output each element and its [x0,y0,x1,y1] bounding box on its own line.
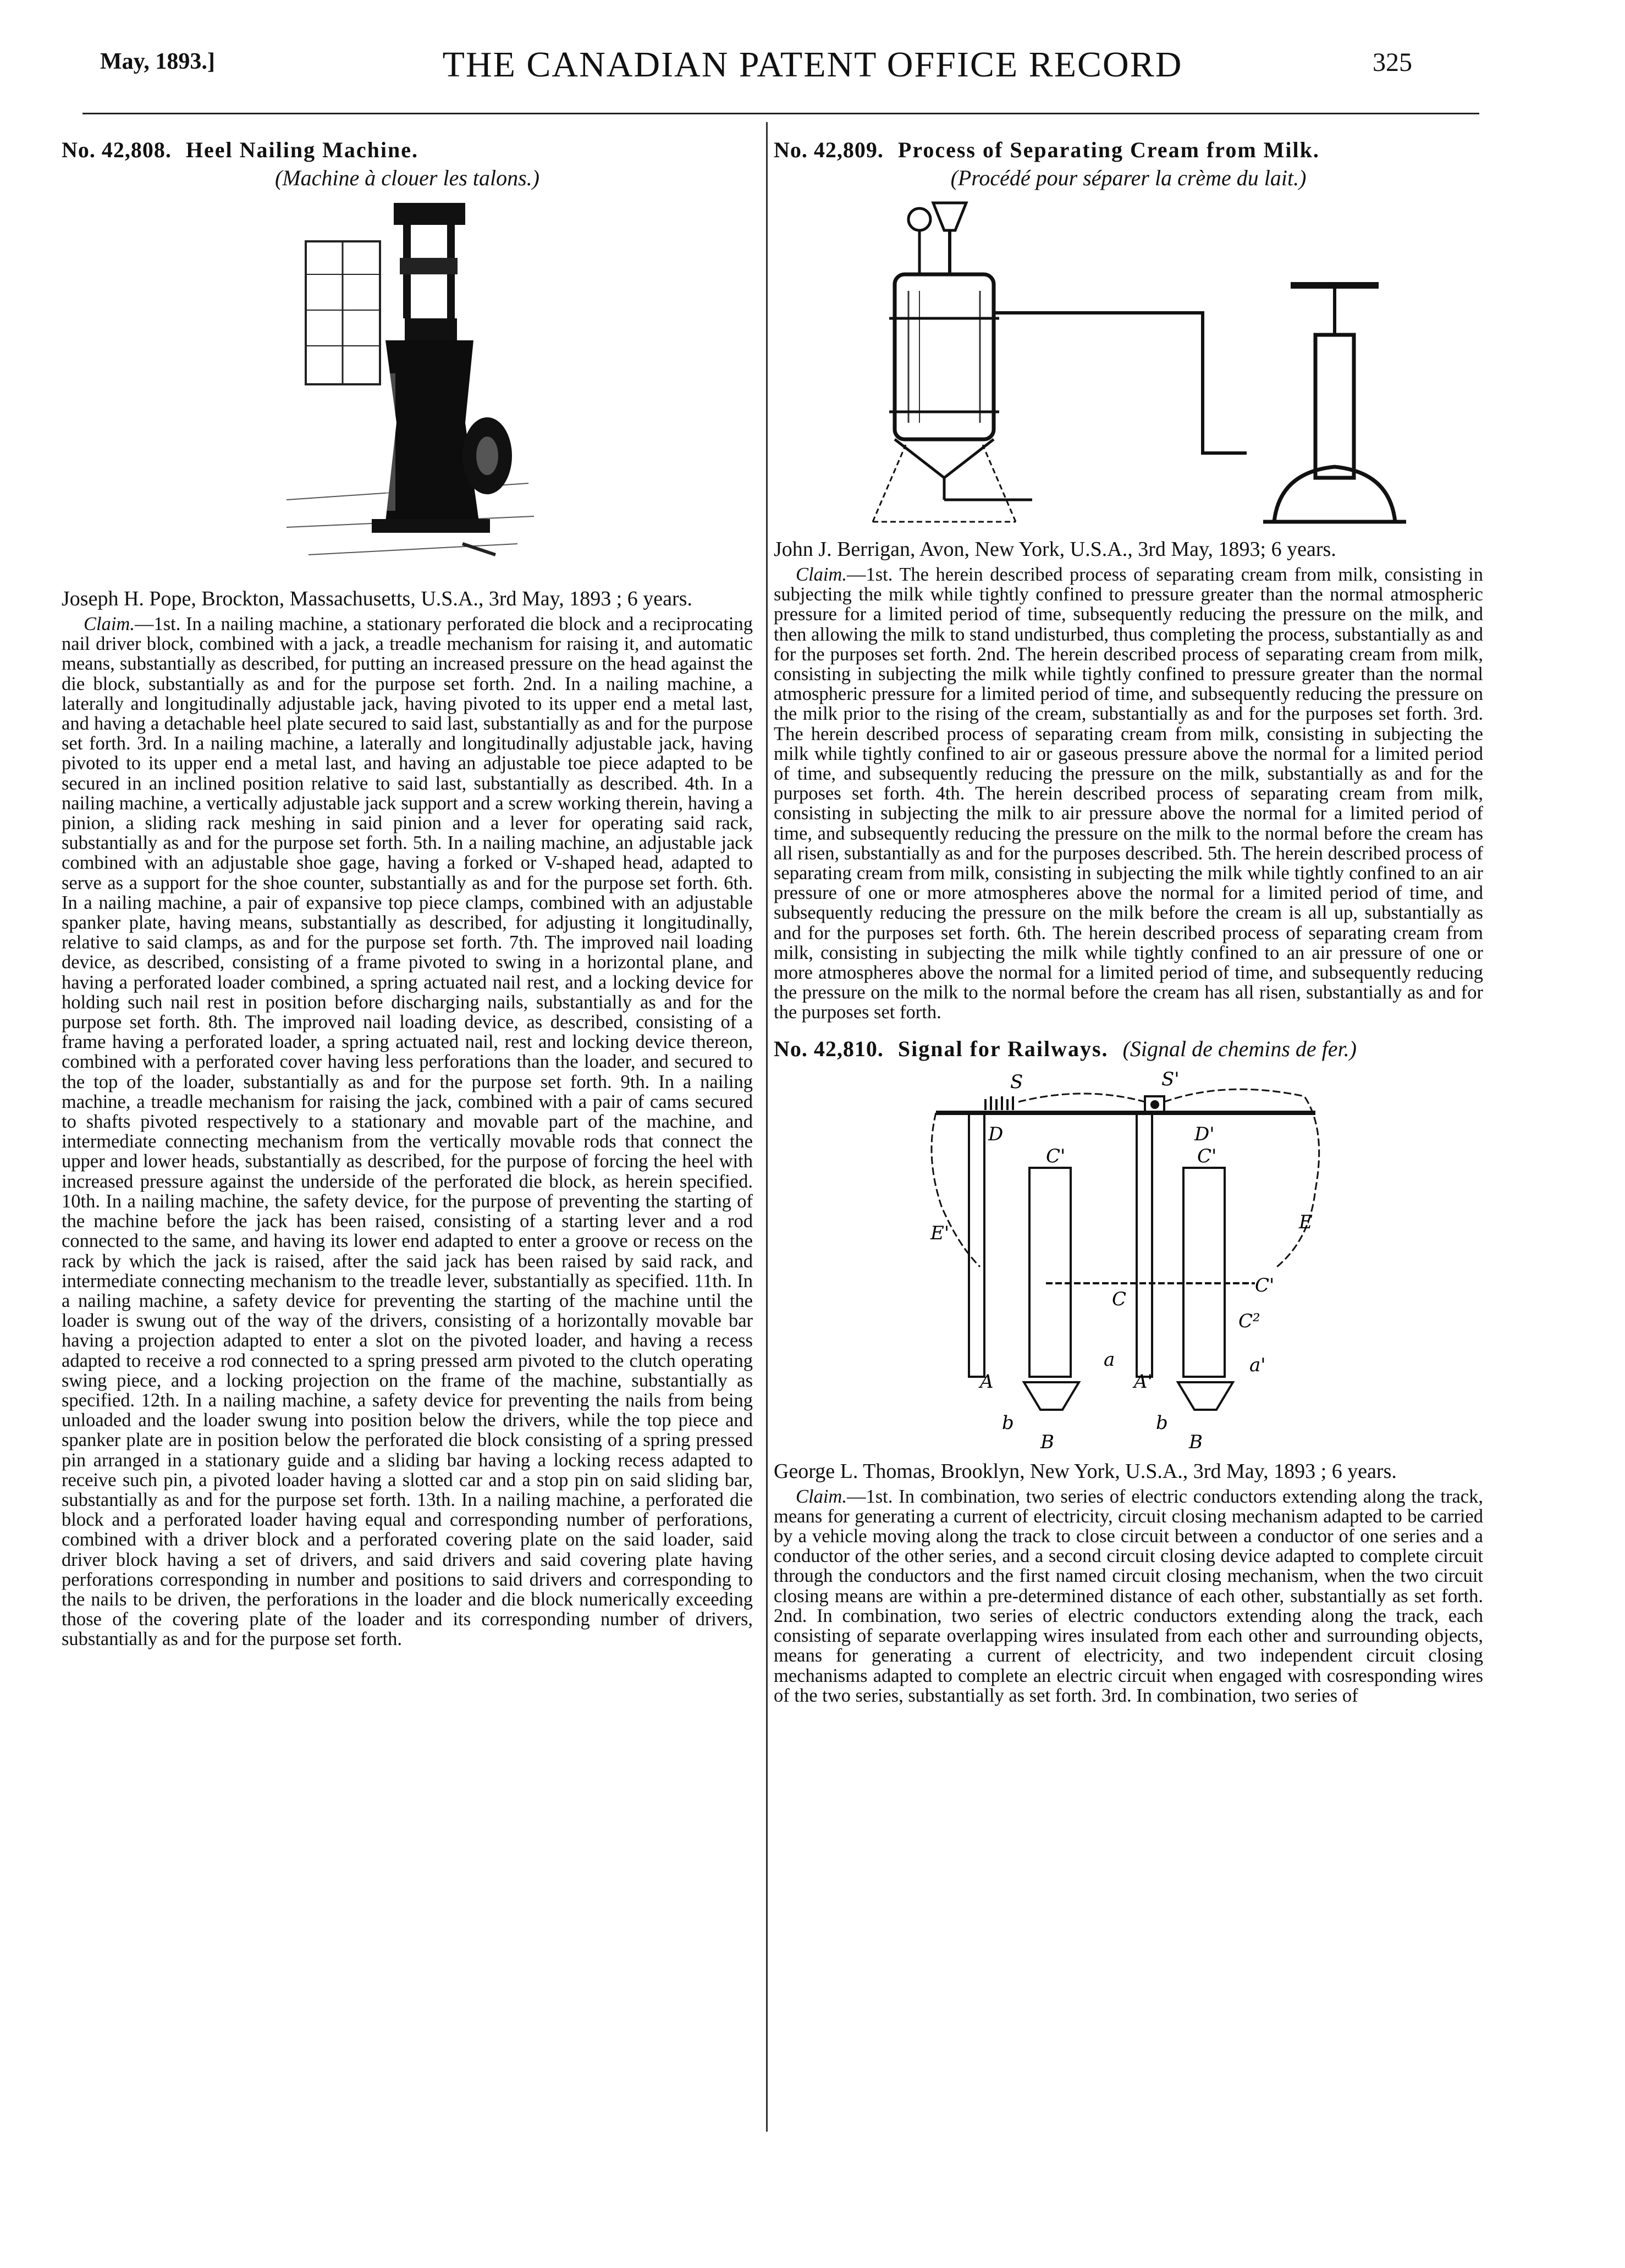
patent-french-title: (Procédé pour séparer la crème du lait.) [950,165,1307,190]
header-title: THE CANADIAN PATENT OFFICE RECORD [442,45,1183,85]
claim-body: —1st. In a nailing machine, a stationary perforated die block and a reciprocating nail driver block, combined with a jack, a treadle mechanism for raising it, and automatic means, substantially as described, for putting an increased pressure on the head against the die block, substantially as and for the purpose set forth. 2nd. In a nailing machine, a laterally and longitudinally adjustable jack, having pivoted to its upper end a metal last, and having a detachable heel plate secured to said last, substantially as and for the purpose set forth. 3rd. In a nailing machine, a laterally and longitudinally adjustable jack, having pivoted to its upper end a metal last, and having an adjustable toe piece adapted to be secured in an inclined position relative to said last, substantially as described. 4th. In a nailing machine, a vertically adjustable jack support and a screw working therein, having a pinion, a sliding rack meshing in said pinion and a lever for operating said rack, substantially as and for the purpose set forth. 5th. In a nailing machine, an adjustable jack combined with an adjustable shoe gage, having a forked or V-shaped head, adapted to serve as a support for the shoe counter, substantially as and for the purpose set forth. 6th. In a nailing machine, a pair of expansive top piece clamps, combined with an adjustable spanker plate, having means, substantially as described, for adjusting it longitudinally, relative to said clamps, as and for the purpose set forth. 7th. The improved nail loading device, as described, consisting of a frame pivoted to swing in a horizontal plane, and having a perforated loader combined, a spring actuated nail rest, and a locking device for holding such nail rest in position before discharging nails, substantially as and for the purpose set forth. 8th. The improved nail loading device, as described, consisting of a frame having a perforated loader, a spring actuated nail, rest and locking device thereon, combined with a perforated cover having less perforations than the loader, and secured to the top of the loader, substantially as and for the purpose set forth. 9th. In a nailing machine, a treadle mechanism for raising the jack, combined with a pair of cams secured to shafts pivoted respectively to a stationary and movable part of the machine, and intermediate connecting mechanism from the vertically movable rods that connect the upper and lower heads, substantially as described, for the purpose of forcing the heel with increased pressure against the underside of the perforated die block, as herein specified. 10th. In a nailing machine, the safety device, for the purpose of preventing the starting of the machine before the jack has been raised, consisting of a starting lever and a rod connected to the same, and having its lower end adapted to enter a groove or recess on the rack by which the jack is raised, after the said jack has been raised by said rack, and intermediate connecting mechanism to the treadle lever, substantially as specified. 11th. In a nailing machine, a safety device for preventing the starting of the machine until the loader is swung out of the way of the drivers, consisting of a horizontally movable bar having a projection adapted to enter a slot on the pivoted loader, and having a recess adapted to receive a rod connected to a spring pressed arm pivoted to the clutch operating swing piece, and a locking projection on the frame of the machine, substantially as specified. 12th. In a nailing machine, a safety device for preventing the nails from being unloaded and the loader swung into position below the drivers, while the top piece and spanker plate are in position below the perforated die block consisting of a spring pressed pin arranged in a stationary guide and a sliding bar having a locking recess adapted to receive such pin, a pivoted loader having a slotted car and a stop pin on said sliding bar, substantially as and for the purpose set forth. 13th. In a nailing machine, a perforated die block and a perforated loader having equal and corresponding number of perforations, combined with a driver block and a perforated covering plate on the said loader, said driver block having a set of drivers, and said drivers and said covering plate having perforations corresponding in number and positions to said drivers and corresponding to the nails to be driven, the perforations in the loader and die block numerically exceeding those of the covering plate of the loader and its corresponding number of drivers, substantially as and for the purpose set forth. [62,614,753,1650]
label-b-left: B [1040,1431,1054,1453]
label-d: D [988,1123,1004,1145]
header-date: May, 1893.] [100,49,215,74]
label-c-prime-right: C' [1197,1145,1217,1167]
inventor-info: John J. Berrigan, Avon, New York, U.S.A., 3rd May, 1893; 6 years. [774,538,1336,561]
heel-nailing-machine-figure [276,192,539,577]
label-a: A [980,1370,994,1393]
label-c: C [1112,1288,1127,1310]
claim-text [774,565,1483,1023]
patent-french-title: (Signal de chemins de fer.) [1122,1036,1357,1061]
patent-name: Heel Nailing Machine. [185,137,418,162]
patent-name: Process of Separating Cream from Milk. [897,137,1320,162]
patent-42809 [774,136,1483,1023]
page-number: 325 [1373,48,1412,77]
label-d-prime: D' [1194,1123,1215,1145]
patent-42810 [774,1035,1483,1706]
claim-text [774,1487,1483,1706]
cream-separator-figure [840,192,1417,527]
claim-label: Claim. [796,1486,847,1507]
inventor-info: George L. Thomas, Brooklyn, New York, U.S.A., 3rd May, 1893 ; 6 years. [774,1459,1397,1483]
patent-42808 [62,124,753,1649]
label-e: E [1299,1211,1313,1233]
label-s: S [1010,1070,1023,1093]
claim-label: Claim. [84,614,135,634]
patent-french-title: (Machine à clouer les talons.) [275,165,539,190]
inventor-info: Joseph H. Pope, Brockton, Massachusetts, U.S.A., 3rd May, 1893 ; 6 years. [62,587,692,610]
claim-body: —1st. In combination, two series of electric conductors extending along the track, means for generating a current of electricity, circuit closing mechanism adapted to be carried by a vehicle moving along the track to close circuit between a conductor of one series and a conductor of the other series, and a second circuit closing device adapted to complete circuit through the conductors and the first named circuit closing mechanism, when the two circuit closing means are within a pre-determined distance of each other, substantially as set forth. 2nd. In combination, two series of electric conductors extending along the track, each consisting of separate overlapping wires insulated from each other and surrounding objects, means for generating a current of electricity, and two independent circuit closing mechanisms adapted to complete an electric circuit when engaged with cosresponding wires of the two series, substantially as set forth. 3rd. In combination, two series of [774,1486,1483,1706]
claim-body: —1st. The herein described process of separating cream from milk, consisting in subjecting the milk while tightly confined to pressure greater than the normal atmospheric pressure for a limited period of time, subsequently reducing the pressure on the milk, and then allowing the milk to stand undisturbed, thus completing the process, substantially as and for the purposes set forth. 2nd. The herein described process of separating cream from milk, consisting in subjecting the milk while tightly confined to pressure greater than the normal atmospheric pressure for a limited period of time, and subsequently reducing the pressure on the milk prior to the rising of the cream, substantially as and for the purposes set forth. 3rd. The herein described process of separating cream from milk, consisting in subjecting the milk while tightly confined to air or gaseous pressure above the normal for a limited period of time, and subsequently reducing the pressure on the milk, substantially as and for the purposes set forth. 4th. The herein described process of separating cream from milk, consisting in subjecting the milk to air pressure above the normal for a limited period of time, and subsequently reducing the pressure on the milk to the normal before the cream has all risen, substantially as and for the purposes described. 5th. The herein described process of separating cream from milk, consisting in subjecting the milk while tightly confined to an air pressure of one or more atmospheres above the normal for a limited period of time, and subsequently reducing the pressure on the milk before the cream is all up, substantially as and for the purposes set forth. 6th. The herein described process of separating cream from milk, consisting in subjecting the milk while tightly confined to an air pressure of one or more atmospheres above the normal for a limited period of time, and subsequently reducing the pressure on the milk to the normal before the cream has all risen, substantially as and for the purposes set forth. [774,564,1483,1023]
patent-number: No. 42,809. [774,137,884,162]
label-s-prime: S' [1161,1068,1180,1090]
patent-number: No. 42,808. [62,137,172,162]
right-column [774,124,1483,1706]
railway-signal-figure [919,1063,1337,1459]
label-b-small-right: b [1156,1411,1168,1434]
claim-label: Claim. [796,564,847,585]
label-c-prime-left: C' [1046,1145,1066,1167]
patent-number: No. 42,810. [774,1036,884,1061]
label-b-right: B [1189,1431,1203,1453]
label-e-prime: E' [930,1222,950,1244]
label-a-prime-small: a' [1249,1354,1266,1376]
label-a-small: a [1104,1348,1115,1371]
header-rule [82,113,1479,114]
patent-title [774,136,1483,164]
patent-title [774,1035,1483,1063]
label-c-prime-side: C' [1255,1274,1275,1296]
label-b-small-left: b [1002,1411,1014,1434]
label-a-prime: A' [1134,1370,1153,1393]
patent-title [62,136,753,164]
column-divider [766,122,768,2132]
patent-name: Signal for Railways. [897,1036,1109,1061]
claim-text [62,614,753,1649]
label-c2: C² [1238,1310,1260,1332]
